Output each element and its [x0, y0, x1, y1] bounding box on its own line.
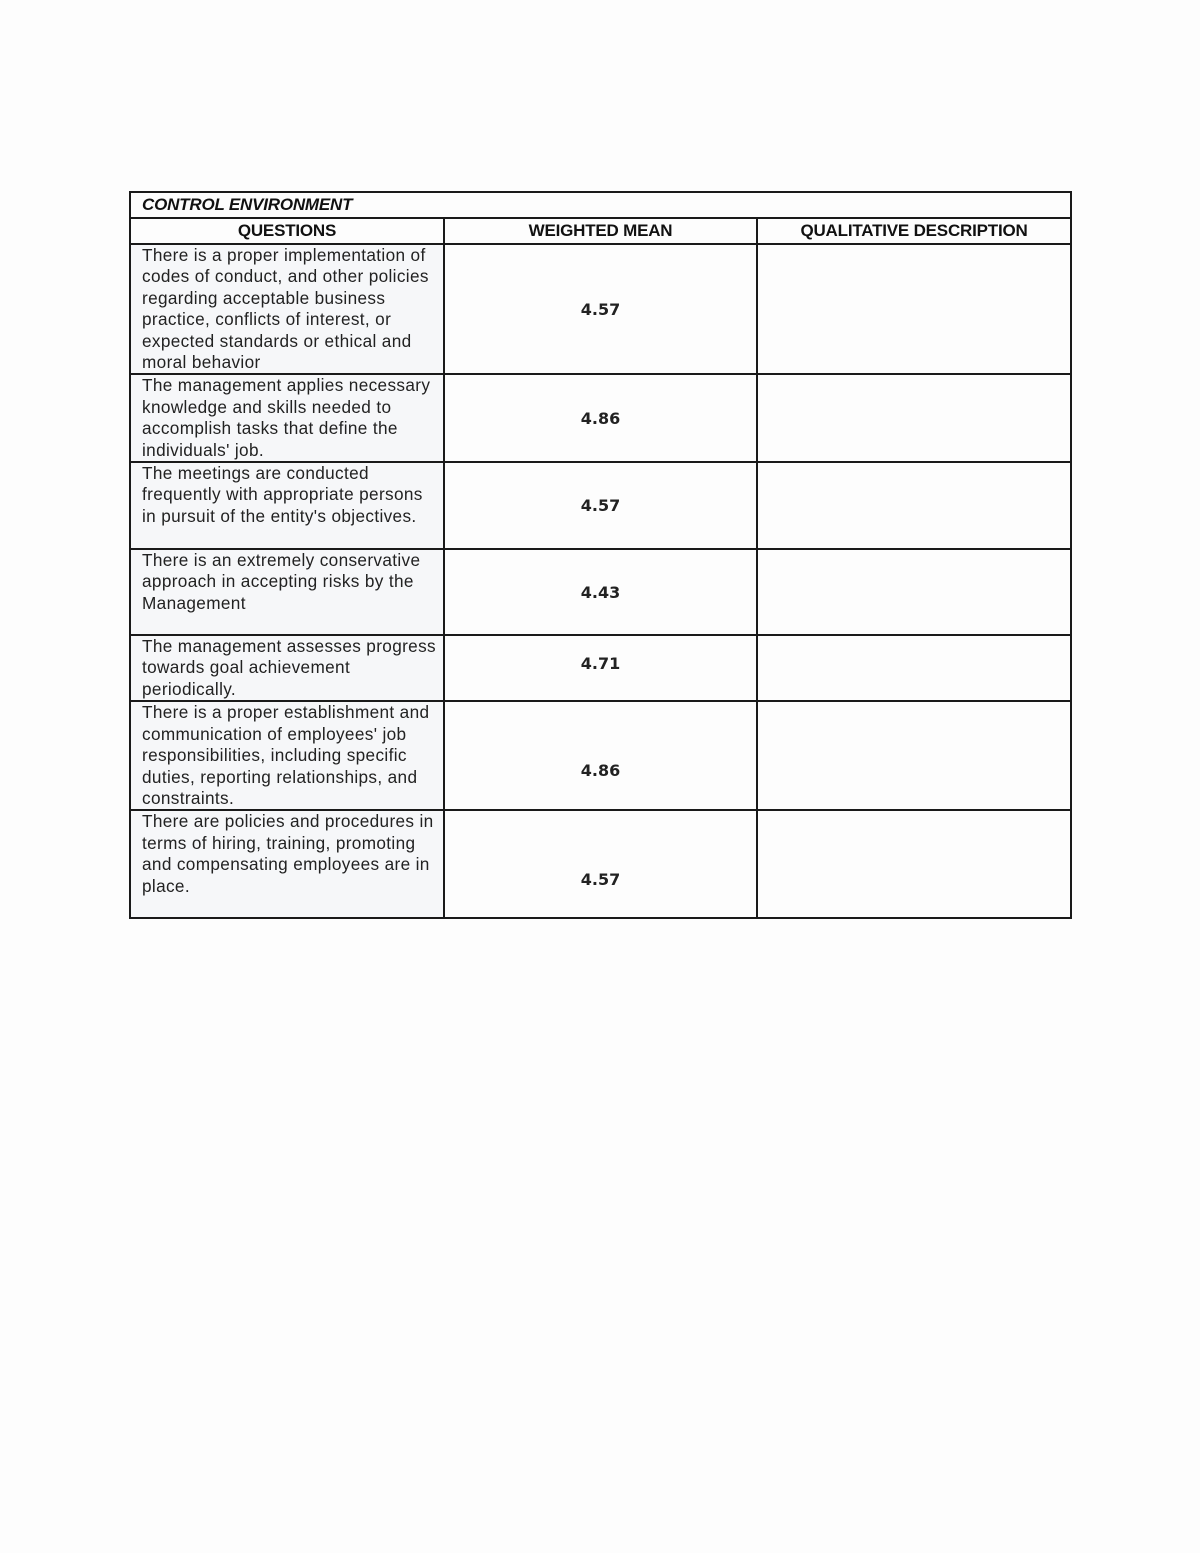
table-row: [130, 374, 1071, 462]
header-questions: QUESTIONS: [130, 218, 444, 244]
table-title: CONTROL ENVIRONMENT: [130, 192, 1071, 218]
header-weighted-mean: WEIGHTED MEAN: [444, 218, 757, 244]
qualitative-description-cell: [757, 374, 1071, 462]
weighted-mean-cell: 4.86: [444, 701, 757, 810]
table-row: [130, 635, 1071, 701]
question-cell: There is a proper implementation of codes of conduct, and other policies regarding acceptable business practice, conflicts of interest, or expected standards or ethical and moral behavior: [130, 244, 444, 374]
control-environment-table: [129, 191, 1072, 919]
weighted-mean-cell: 4.71: [444, 635, 757, 701]
qualitative-description-cell: [757, 701, 1071, 810]
question-cell: The meetings are conducted frequently with appropriate persons in pursuit of the entity's objectives.: [130, 462, 444, 549]
question-cell: There is an extremely conservative approach in accepting risks by the Management: [130, 549, 444, 635]
question-cell: There is a proper establishment and communication of employees' job responsibilities, including specific duties, reporting relationships, and constraints.: [130, 701, 444, 810]
qualitative-description-cell: [757, 244, 1071, 374]
qualitative-description-cell: [757, 810, 1071, 918]
question-cell: There are policies and procedures in terms of hiring, training, promoting and compensating employees are in place.: [130, 810, 444, 918]
table-row: [130, 810, 1071, 918]
table-row: [130, 701, 1071, 810]
weighted-mean-cell: 4.57: [444, 244, 757, 374]
question-cell: The management applies necessary knowledge and skills needed to accomplish tasks that define the individuals' job.: [130, 374, 444, 462]
weighted-mean-cell: 4.86: [444, 374, 757, 462]
header-qualitative-description: QUALITATIVE DESCRIPTION: [757, 218, 1071, 244]
table-row: [130, 549, 1071, 635]
weighted-mean-cell: 4.43: [444, 549, 757, 635]
qualitative-description-cell: [757, 549, 1071, 635]
weighted-mean-cell: 4.57: [444, 810, 757, 918]
table-row: [130, 462, 1071, 549]
weighted-mean-cell: 4.57: [444, 462, 757, 549]
table-title-row: [130, 192, 1071, 218]
table-header-row: [130, 218, 1071, 244]
question-cell: The management assesses progress towards goal achievement periodically.: [130, 635, 444, 701]
qualitative-description-cell: [757, 635, 1071, 701]
qualitative-description-cell: [757, 462, 1071, 549]
table-row: [130, 244, 1071, 374]
